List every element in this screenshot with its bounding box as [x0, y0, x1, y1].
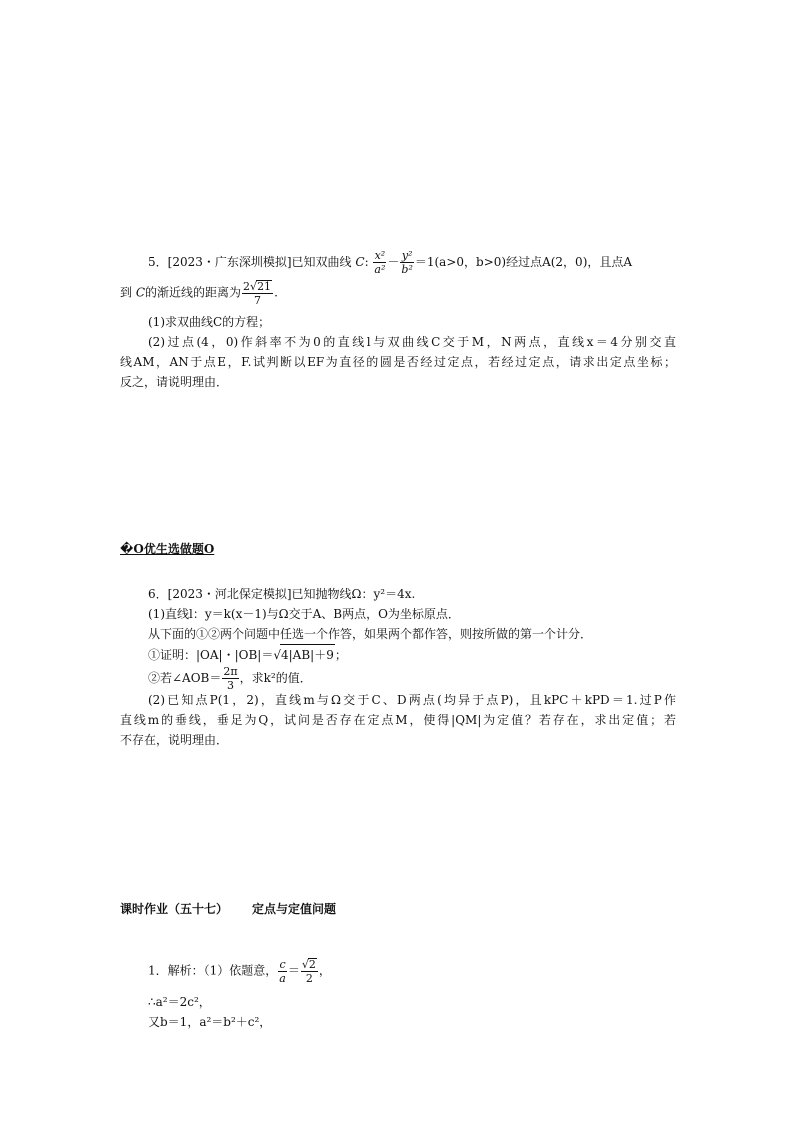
problem5-q1: (1)求双曲线C的方程； — [148, 315, 271, 329]
c-over-a-fraction: $\frac{c}{a}$ — [279, 957, 286, 985]
solution1-line3: 又b＝1，a²＝b²＋c²， — [148, 1015, 272, 1029]
problem6-q2-line2: 直线m的垂线，垂足为Q，试问是否存在定点M，使得|QM|为定值？若存在，求出定值；若 — [120, 713, 676, 727]
problem5-q2-line2: 线AM，AN于点E，F.试判断以EF为直径的圆是否经过定点，若经过定点，请求出定点坐标； — [120, 355, 676, 369]
problem5-prefix: 5．[2023・广东深圳模拟]已知双曲线 — [148, 255, 352, 269]
problem6-prefix: 6．[2023・河北保定模拟]已知抛物线Ω：y²＝4x. — [148, 587, 416, 601]
problem6-note: 从下面的①②两个问题中任选一个作答，如果两个都作答，则按所做的第一个计分． — [148, 627, 593, 641]
problem6-q1: (1)直线l：y＝k(x－1)与Ω交于A、B两点，O为坐标原点． — [148, 607, 460, 621]
problem5-q2-line1: (2)过点(4，0)作斜率不为0的直线l与双曲线C交于M，N两点，直线x＝4分别交直 — [148, 335, 676, 349]
solution1-line1: 1．解析：（1）依题意， $\frac{c}{a}$ ＝ $\frac{√2}{2}$ ， — [148, 957, 331, 985]
problem5-line1: 5．[2023・广东深圳模拟]已知双曲线 C: $\frac{\text{x²}}{\text{a²}}$ － $\frac{\text{y²}}{\text{b²}}$ ＝1(a>0，b>0)经过点A(2，0)，且点A — [148, 249, 633, 276]
solution1-line2: ∴a²＝2c²， — [148, 995, 211, 1009]
homework-title: 课时作业（五十七） 定点与定值问题 — [120, 902, 337, 916]
problem5-q2-line3: 反之，请说明理由． — [120, 375, 229, 389]
problem5-line2: 到 C的渐近线的距离为 $\frac{2√21}{7}$ . — [120, 280, 278, 307]
problem6-angle: ②若∠AOB＝ $\frac{2\pi}{3}$ ，求k²的值． — [148, 665, 312, 692]
hyperbola-x-fraction: $\frac{\text{x²}}{\text{a²}}$ — [374, 249, 386, 276]
sqrt2-over-2-fraction: $\frac{√2}{2}$ — [301, 958, 316, 985]
angle-fraction: $\frac{2\pi}{3}$ — [223, 665, 238, 692]
problem6-q2-line3: 不存在，说明理由． — [120, 733, 229, 747]
problem6-q2-line1: (2)已知点P(1，2)，直线m与Ω交于C、D两点(均异于点P)，且kPC＋kPD＝1.过P作 — [148, 693, 676, 707]
hyperbola-y-fraction: $\frac{\text{y²}}{\text{b²}}$ — [401, 249, 413, 276]
problem6-prove: ①证明：|OA|・|OB|＝√4|AB|＋9； — [148, 644, 676, 665]
distance-fraction: $\frac{2√21}{7}$ — [243, 280, 272, 307]
section-heading: �O优生选做题O — [120, 542, 215, 556]
